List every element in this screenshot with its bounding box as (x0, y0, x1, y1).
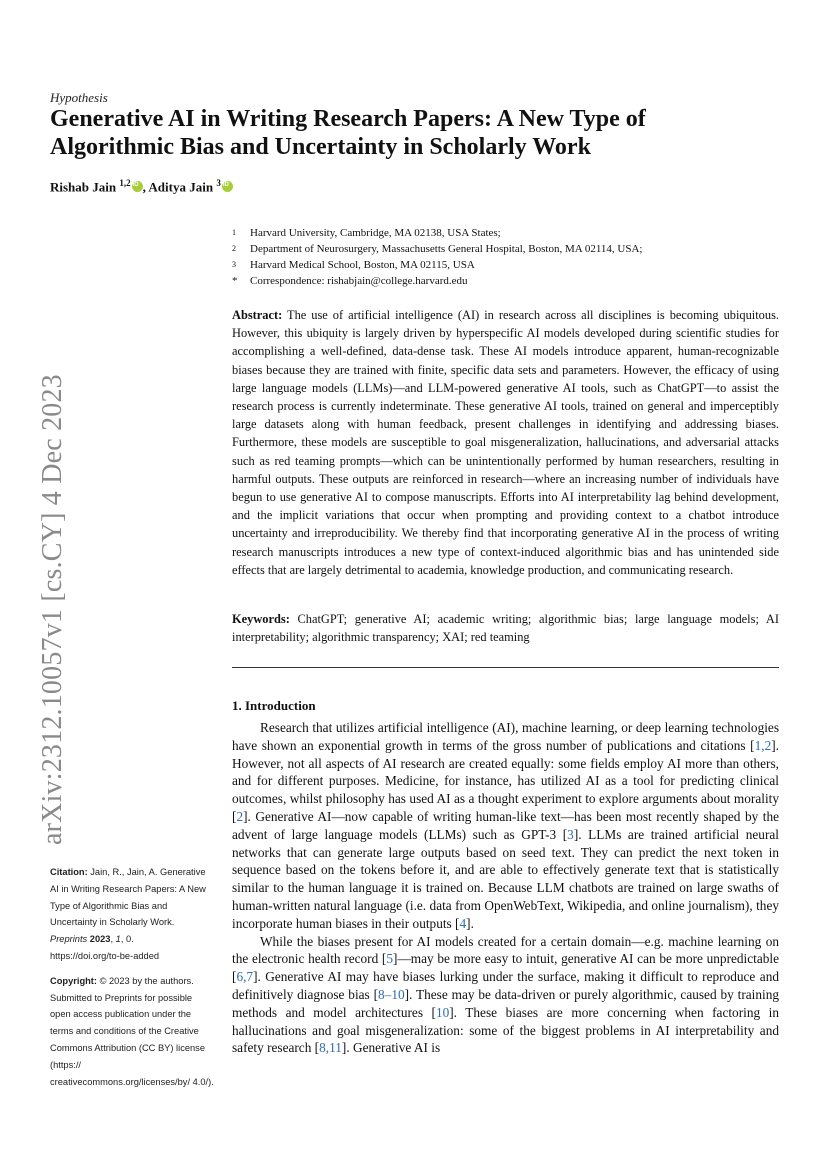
orcid-icon[interactable] (222, 181, 233, 192)
citation-block: Citation: Jain, R., Jain, A. Generative AI in Writing Research Papers: A New Type of Algorithmic Bias and Uncertainty in Scholarly Work. Preprints 2023, 1, 0. https://doi.org/to-be-added (50, 867, 206, 961)
citation-sidebar (50, 864, 214, 1090)
affiliations (232, 225, 792, 289)
paper-title: Generative AI in Writing Research Papers: A New Type of Algorithmic Bias and Uncertainty in Scholarly Work (50, 106, 646, 160)
abstract (232, 306, 779, 579)
citation-text: Jain, R., Jain, A. Generative AI in Writing Research Papers: A New Type of Algorithmic Bias and Uncertainty in Scholarly Work. (50, 867, 206, 928)
keywords-label: Keywords: (232, 612, 290, 626)
citation-label: Citation: (50, 867, 88, 877)
affiliation-row (232, 225, 792, 241)
paragraph-text: ]. Generative AI may have biases lurking under the surface, making it difficult to reproduce and definitively diagnose bias [ (232, 969, 779, 1002)
journal-name: Preprints (50, 934, 88, 945)
affiliation-text: Harvard University, Cambridge, MA 02138, USA States; (250, 227, 501, 239)
citation-link[interactable]: 1,2 (754, 737, 772, 753)
author-affiliation-marks: 3 (216, 178, 221, 188)
author-separator: , (142, 179, 149, 195)
section-title: 1. Introduction (232, 698, 316, 713)
author-list (50, 178, 233, 195)
affiliation-text: Department of Neurosurgery, Massachusetts General Hospital, Boston, MA 02114, USA; (250, 243, 643, 255)
citation-link[interactable]: 6,7 (236, 969, 254, 985)
journal-issue: 0 (126, 934, 132, 945)
divider (232, 667, 779, 668)
paragraph (232, 933, 779, 1058)
paragraph-text: ]. LLMs are trained artificial neural networks that can generate large outputs based on seed text. They can predict the next token in sequence based on the tokens before it, and are able to effectively generate text that is statistically similar to the human language it is trained on. Because LLM chatbots are trained on large swaths of human-written natural language (i.e. data from OpenWebText, Wikipedia, and online journalism), they incorporate human biases in their outputs [ (232, 826, 779, 931)
journal-volume: 1 (115, 934, 121, 945)
citation-link[interactable]: 4 (459, 915, 467, 931)
author-name: Aditya Jain (148, 179, 214, 195)
paragraph-text: Research that utilizes artificial intelligence (AI), machine learning, or deep learning technologies have shown an exponential growth in terms of the gross number of publications and citations [ (232, 720, 779, 753)
affiliation-row (232, 273, 792, 289)
arxiv-stamp[interactable]: arXiv:2312.10057v1 [cs.CY] 4 Dec 2023 (37, 374, 68, 845)
doi-link[interactable]: https://doi.org/to-be-added (50, 950, 160, 961)
affiliation-mark: * (232, 275, 238, 287)
affiliation-text: Harvard Medical School, Boston, MA 02115, USA (250, 259, 475, 271)
author-affiliation-marks: 1,2 (119, 178, 131, 188)
orcid-icon[interactable] (132, 181, 143, 192)
paragraph-text: ]. These may be data-driven or purely algorithmic, caused by training methods and model architectures [ (232, 986, 779, 1020)
journal-year: 2023 (89, 934, 111, 945)
abstract-label: Abstract: (232, 308, 283, 322)
paragraph-text: ]—may be more easy to intuit, generative AI can be more unpredictable [ (232, 951, 779, 985)
paragraph (232, 719, 779, 933)
affiliation-mark: 3 (232, 260, 236, 269)
citation-link[interactable]: 10 (435, 1004, 450, 1020)
citation-link[interactable]: 5 (386, 951, 394, 967)
paragraph-text: ]. Generative AI—now capable of writing human-like text—has been most recently shaped by the advent of large language models (LLMs) such as GPT-3 [ (232, 808, 779, 842)
keywords (232, 610, 779, 646)
abstract-text: The use of artificial intelligence (AI) in research across all disciplines is becoming ubiquitous. However, this ubiquity is largely driven by hyperspecific AI models developed during scientific studies for accomplishing a well-defined, data-dense task. These AI models introduce apparent, human-recognizable biases because they are trained with finite, specific data sets and parameters. However, the efficacy of using large language models (LLMs)—and LLM-powered generative AI tools, such as ChatGPT—to assist the research process is currently indeterminate. These generative AI tools, trained on general and imperceptibly large datasets along with human feedback, present challenges in identifying and addressing biases. Furthermore, these models are susceptible to goal misgeneralization, hallucinations, and adversarial attacks such as red teaming prompts—which can be unintentionally performed by human researchers, resulting in harmful outputs. These outputs are reinforced in research—where an increasing number of individuals have begun to use generative AI to compose manuscripts. Efforts into AI interpretability lag behind development, and the implicit variations that occur when prompting and providing context to a chatbot introduce uncertainty and irreproducibility. We thereby find that incorporating generative AI in the process of writing research manuscripts introduces a new type of context-induced algorithmic bias and has unintended side effects that are largely detrimental to academia, knowledge production, and communicating research. (232, 308, 779, 577)
paragraph-text: While the biases present for AI models created for a certain domain—e.g. machine learning on the electronic health record [ (232, 933, 779, 967)
affiliation-mark: 1 (232, 228, 236, 237)
paragraph-text: ]. (466, 915, 474, 931)
citation-link[interactable]: 2 (236, 808, 244, 824)
citation-link[interactable]: 8–10 (378, 986, 405, 1002)
copyright-text: © 2023 by the authors. Submitted to Preprints for possible open access publication under the terms and conditions of the Creative Commons Attribution (CC BY) license (https:// creativecommons.org/licenses/by/ 4.0/). (50, 975, 214, 1087)
introduction-body (232, 719, 779, 1057)
paragraph-text: ]. Generative AI is (341, 1040, 441, 1056)
paragraph-text: ]. However, not all aspects of AI research are created equally: some fields employ AI more than others, and for different purposes. Medicine, for instance, has utilized AI as a tool for predicting clinical outcomes, whilst philosophy has used AI as a thought experiment to explore arguments about morality [ (232, 737, 779, 824)
affiliation-row (232, 257, 792, 273)
paragraph-text: ]. These biases are more concerning when factoring in hallucinations and goal misgeneralization: some of the biggest problems in AI interpretability and safety research [ (232, 1004, 779, 1056)
correspondence-text[interactable]: Correspondence: rishabjain@college.harvard.edu (250, 275, 468, 287)
citation-link[interactable]: 8,11 (319, 1040, 342, 1056)
affiliation-mark: 2 (232, 244, 236, 253)
citation-link[interactable]: 3 (567, 826, 574, 842)
affiliation-row (232, 241, 792, 257)
copyright-label: Copyright: (50, 975, 97, 986)
article-type: Hypothesis (50, 90, 108, 105)
copyright-block (50, 973, 214, 1091)
author-name: Rishab Jain (50, 179, 117, 195)
keywords-text: ChatGPT; generative AI; academic writing; algorithmic bias; large language models; AI interpretability; algorithmic transparency; XAI; red teaming (232, 612, 779, 645)
